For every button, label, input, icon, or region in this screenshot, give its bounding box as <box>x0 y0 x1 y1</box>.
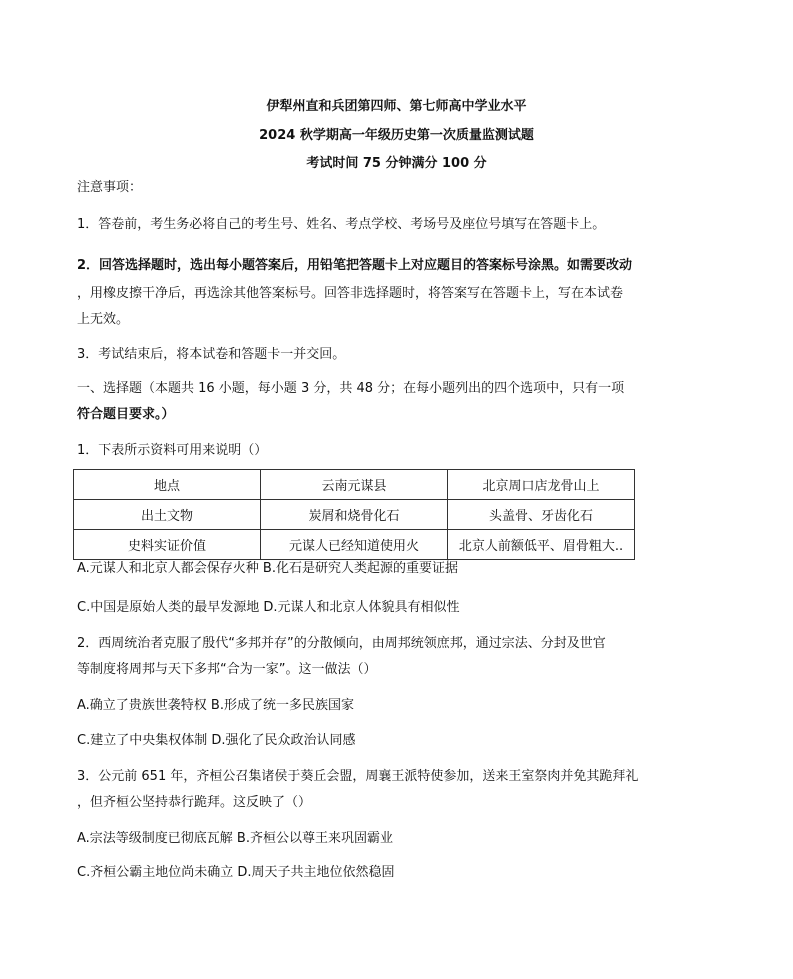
q2-stem-line1: 2．西周统治者克服了殷代“多邦并存”的分散倾向，由周邦统领庶邦，通过宗法、分封及世官 <box>77 636 606 651</box>
exam-header-line2: 2024 秋学期高一年级历史第一次质量监测试题 <box>259 128 534 143</box>
note-item-2-line1: 2．回答选择题时，选出每小题答案后，用铅笔把答题卡上对应题目的答案标号涂黑。如需要改动 <box>77 258 633 273</box>
q3-options-cd: C.齐桓公霸主地位尚未确立 D.周天子共主地位依然稳固 <box>77 865 395 880</box>
note-item-2-line3: 上无效。 <box>77 312 130 327</box>
q3-options-ab: A.宗法等级制度已彻底瓦解 B.齐桓公以尊王来巩固霸业 <box>77 831 393 846</box>
table-cell: 地点 <box>74 470 261 500</box>
q2-stem-line2: 等制度将周邦与天下多邦“合为一家”。这一做法（） <box>77 662 377 677</box>
q2-options-cd: C.建立了中央集权体制 D.强化了民众政治认同感 <box>77 733 356 748</box>
section1-title-line2: 符合题目要求。） <box>77 407 175 422</box>
notes-title: 注意事项： <box>77 180 143 195</box>
table-row <box>74 530 635 560</box>
q1-stem: 1．下表所示资料可用来说明（） <box>77 443 268 458</box>
table-cell: 头盖骨、牙齿化石 <box>448 500 635 530</box>
q1-options-ab: A.元谋人和北京人都会保存火种 B.化石是研究人类起源的重要证据 <box>77 561 458 576</box>
q1-options-cd: C.中国是原始人类的最早发源地 D.元谋人和北京人体貌具有相似性 <box>77 600 460 615</box>
table-row <box>74 500 635 530</box>
section1-title-line1: 一、选择题（本题共 16 小题，每小题 3 分，共 48 分；在每小题列出的四个选项中，只有一项 <box>77 381 625 396</box>
table-cell: 北京周口店龙骨山上 <box>448 470 635 500</box>
q2-options-ab: A.确立了贵族世袭特权 B.形成了统一多民族国家 <box>77 698 354 713</box>
note-item-3: 3．考试结束后，将本试卷和答题卡一并交回。 <box>77 347 346 362</box>
table-cell: 云南元谋县 <box>261 470 448 500</box>
exam-header-line1: 伊犁州直和兵团第四师、第七师高中学业水平 <box>266 99 527 114</box>
q3-stem-line2: ，但齐桓公坚持恭行跪拜。这反映了（） <box>77 795 312 810</box>
q1-table <box>73 469 635 560</box>
q3-stem-line1: 3．公元前 651 年，齐桓公召集诸侯于葵丘会盟，周襄王派特使参加，送来王室祭肉并免其跪拜礼 <box>77 769 639 784</box>
note-item-1: 1．答卷前，考生务必将自己的考生号、姓名、考点学校、考场号及座位号填写在答题卡上。 <box>77 217 606 232</box>
exam-header-line3: 考试时间 75 分钟满分 100 分 <box>306 156 487 171</box>
note-item-2-line2: ，用橡皮擦干净后，再选涂其他答案标号。回答非选择题时，将答案写在答题卡上，写在本试卷 <box>77 286 624 301</box>
table-cell: 北京人前额低平、眉骨粗大.. <box>448 530 635 560</box>
table-cell: 史料实证价值 <box>74 530 261 560</box>
table-cell: 炭屑和烧骨化石 <box>261 500 448 530</box>
table-cell: 元谋人已经知道使用火 <box>261 530 448 560</box>
table-row <box>74 470 635 500</box>
table-cell: 出土文物 <box>74 500 261 530</box>
